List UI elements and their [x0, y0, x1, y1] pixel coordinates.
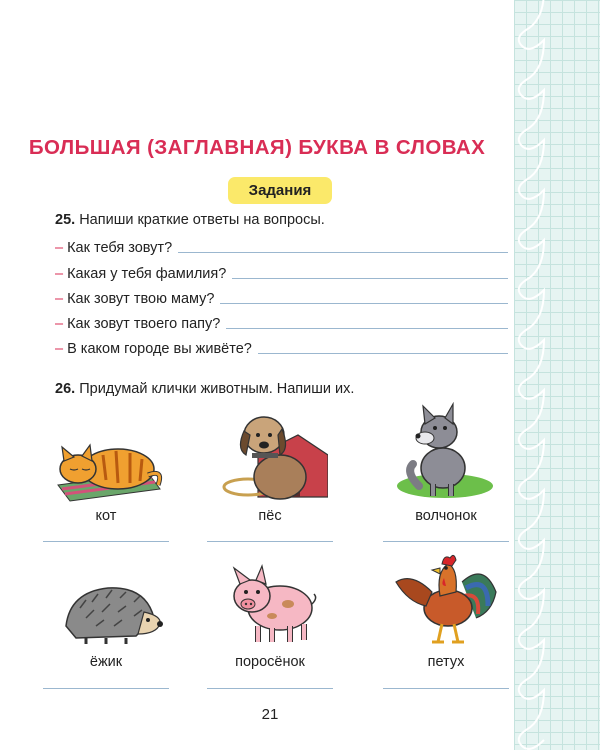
animal-label-cat: кот	[95, 508, 117, 524]
rooster-illustration	[392, 552, 498, 648]
page-title: БОЛЬШАЯ (ЗАГЛАВНАЯ) БУКВА В СЛОВАХ	[28, 136, 486, 159]
animal-label-dog: пёс	[258, 508, 282, 524]
dash-marker: –	[55, 341, 64, 357]
dash-marker: –	[55, 291, 64, 307]
name-line-rooster[interactable]	[383, 688, 509, 689]
answer-line[interactable]	[226, 328, 508, 329]
question-row	[55, 337, 508, 357]
animal-label-piglet: поросёнок	[235, 654, 305, 670]
tasks-badge: Задания	[228, 177, 332, 204]
answer-line[interactable]	[178, 252, 508, 253]
dash-marker: –	[55, 240, 64, 256]
loop-decoration	[514, 0, 600, 750]
grid-margin-strip	[514, 0, 600, 750]
task-25-text: Напиши краткие ответы на вопросы.	[79, 212, 325, 228]
question-text: Как тебя зовут?	[67, 240, 173, 256]
wolf-cub-illustration	[395, 402, 495, 502]
name-line-wolf-cub[interactable]	[383, 541, 509, 542]
dog-illustration	[218, 405, 328, 505]
question-text: В каком городе вы живёте?	[67, 341, 252, 357]
name-line-dog[interactable]	[207, 541, 333, 542]
cat-illustration	[48, 425, 168, 505]
task-25-number: 25.	[55, 212, 76, 228]
animal-label-rooster: петух	[427, 654, 465, 670]
answer-line[interactable]	[258, 353, 508, 354]
dash-marker: –	[55, 266, 64, 282]
question-text: Как зовут твою маму?	[67, 291, 215, 307]
name-line-hedgehog[interactable]	[43, 688, 169, 689]
page-number: 21	[261, 706, 279, 723]
task-26-number: 26.	[55, 381, 76, 397]
task-26-heading	[55, 381, 354, 397]
answer-line[interactable]	[232, 278, 508, 279]
task-25-heading	[55, 212, 325, 228]
question-row	[55, 287, 508, 307]
piglet-illustration	[228, 564, 318, 646]
name-line-cat[interactable]	[43, 541, 169, 542]
animal-label-hedgehog: ёжик	[89, 654, 123, 670]
question-row	[55, 312, 508, 332]
name-line-piglet[interactable]	[207, 688, 333, 689]
question-text: Как зовут твоего папу?	[67, 316, 221, 332]
task-26-text: Придумай клички животным. Напиши их.	[79, 381, 355, 397]
question-text: Какая у тебя фамилия?	[67, 266, 227, 282]
question-row	[55, 262, 508, 282]
dash-marker: –	[55, 316, 64, 332]
animal-label-wolf-cub: волчонок	[415, 508, 477, 524]
answer-line[interactable]	[220, 303, 508, 304]
question-row	[55, 236, 508, 256]
hedgehog-illustration	[56, 578, 166, 648]
